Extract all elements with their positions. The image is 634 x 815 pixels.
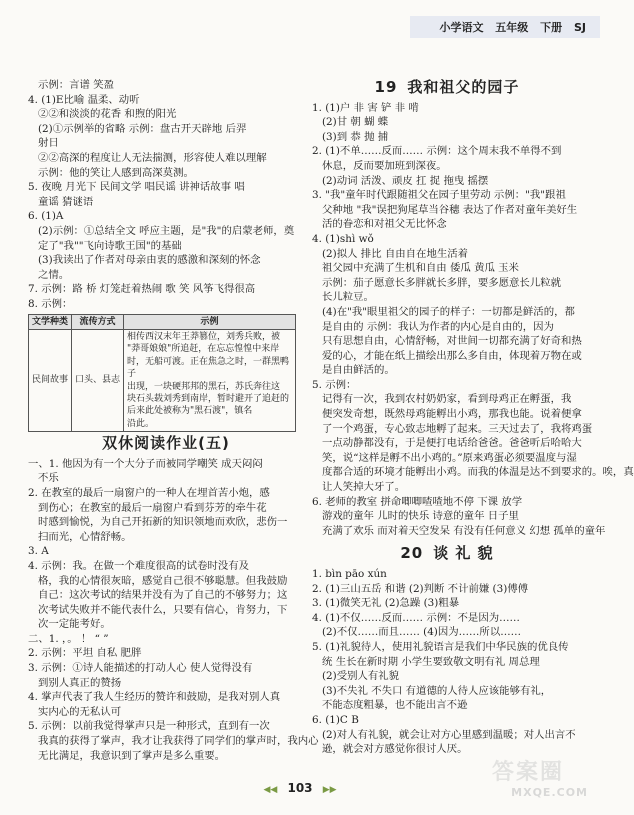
- page-number: 103: [287, 781, 313, 795]
- answer-line: 格，我的心情很灰暗，感觉自己很不够聪慧。但我鼓励: [38, 574, 288, 587]
- answer-line: 8. 示例：: [28, 297, 73, 310]
- answer-line: (4)在"我"眼里祖父的园子的样子：一切都是鲜活的，都: [322, 305, 575, 318]
- answer-line: 示例：茄子愿意长多胖就长多胖，要多愿意长儿粒就: [322, 276, 561, 289]
- header-term: 下册: [540, 21, 563, 34]
- answer-line: (2)不仅……而且…… (4)因为……所以……: [322, 626, 521, 639]
- answer-line: 二、1. ，。 ！ “ ”: [28, 632, 109, 645]
- table-example-line: 时，无船可渡。正在焦急之时，一群黑鸭子: [127, 356, 290, 380]
- answer-line: 爱的心，才能在纸上描绘出那么多自由，体现着万物在或: [322, 349, 582, 362]
- answer-line: 5. (1)礼貌待人，使用礼貌语言是我们中华民族的优良传: [312, 640, 569, 653]
- lesson-number-20: 20: [400, 544, 424, 563]
- answer-line: 是自由的 示例：我认为作者的内心是自由的，因为: [322, 320, 554, 333]
- watermark-logo: [492, 755, 588, 803]
- answer-line: 长儿粒豆。: [322, 291, 374, 304]
- answer-line: 笑，说“这样是孵不出小鸡的。”原来鸡蛋必须要温度与湿: [322, 451, 577, 464]
- lesson-title-20: [312, 546, 582, 561]
- lesson-name-20: 谈 礼 貌: [433, 544, 494, 563]
- answer-line: (3)到 恭 抛 捕: [322, 130, 389, 143]
- next-arrow-icon: ▶▶: [322, 785, 337, 795]
- right-answers-b: [312, 567, 582, 757]
- answer-line: 4. (1)shì wǒ: [312, 232, 374, 245]
- answer-line: 统 生长在新时期 小学生要致敬文明有礼 周总理: [322, 655, 540, 668]
- header-subject: 小学语文: [439, 21, 484, 34]
- answer-line: 示例：他的笑让人感到高深莫测。: [38, 166, 194, 179]
- answer-line: 是自由鲜活的。: [322, 364, 395, 377]
- answer-line: 让人笑掉大牙了。: [322, 481, 406, 494]
- answer-line: 之情。: [38, 268, 70, 281]
- answer-line: 不乐: [38, 472, 59, 485]
- right-answers-a: [312, 101, 634, 539]
- answer-line: 到别人真正的赞扬: [38, 676, 122, 689]
- answer-line: 次一定能考好。: [38, 618, 111, 631]
- header-edition: SJ: [573, 21, 586, 34]
- answer-line: (2)甘 朝 蝴 蝶: [322, 116, 389, 129]
- answer-line: 1. bìn pāo xún: [312, 568, 387, 580]
- watermark-top: 答案圈: [492, 760, 565, 785]
- answer-line: 只有思想自由，心情舒畅，对世间一切都充满了好奇和热: [322, 335, 582, 348]
- lesson-number-19: 19: [374, 78, 398, 96]
- left-answers-b: [28, 457, 319, 763]
- answer-line: 扫而光，心情舒畅。: [38, 530, 132, 543]
- answer-line: 活的眷恋和对祖父无比怀念: [322, 218, 447, 231]
- answer-line: 5. 夜晚 月光下 民间文学 唱民谣 讲神话故事 唱: [28, 181, 245, 194]
- answer-line: 便突发奇想，既然母鸡能孵出小鸡，那我也能。说着便拿: [322, 408, 582, 421]
- answer-line: 2. 示例：平坦 自私 肥胖: [28, 647, 142, 660]
- answer-line: 游戏的童年 儿时的快乐 诗意的童年 日子里: [322, 510, 519, 523]
- answer-line: 我真的获得了掌声，我才让我获得了同学们的掌声时，我内心: [38, 735, 319, 748]
- answer-line: 逊，就会对方感觉你很讨人厌。: [322, 743, 468, 756]
- table-cell-example: [124, 329, 296, 431]
- answer-line: (2)①示例举的省略 示例：盘古开天辟地 后羿: [38, 122, 247, 135]
- table-example-line: 块石头载刘秀到南岸，暂时避开了追赶的: [127, 393, 290, 404]
- answer-line: 一点动静都没有，于是便打电话给爸爸。爸爸听后哈哈大: [322, 437, 582, 450]
- answer-line: 7. 示例：路 桥 灯笼赶着热闹 歌 笑 风筝飞得很高: [28, 283, 256, 296]
- answer-line: 度都合适的环境才能孵出小鸡。而我的体温是达不到要求的。唉，真: [322, 466, 634, 479]
- answer-line: 充满了欢乐 而对着天空发呆 有没有任何意义 幻想 孤单的童年: [322, 524, 606, 537]
- table-cell-spread: 口头、县志: [72, 329, 124, 431]
- answer-line: 次考试失败并不能代表什么，只要有信心，肯努力，下: [38, 603, 288, 616]
- header-labels: [431, 19, 586, 35]
- answer-line: ②②和淡淡的花香 和煦的阳光: [38, 108, 177, 121]
- answer-line: 时感到愉悦，为自己开拓新的知识领地而欢欣，悲伤一: [38, 516, 288, 529]
- answer-line: 2. 在教室的最后一扇窗户的一种人在埋首苦小炮，感: [28, 486, 270, 499]
- table-example-line: 相传西汉末年王莽篡位，刘秀兵败，被: [127, 331, 281, 342]
- answer-line: 2. (1)不单……反而…… 示例：这个周末我不单得不到: [312, 145, 562, 158]
- literature-table: [28, 314, 296, 433]
- answer-line: (2)受别人有礼貌: [322, 670, 400, 683]
- answer-line: 6. (1)C B: [312, 713, 359, 726]
- answer-line: 父种地 "我"误把狗尾草当谷穗 表达了作者对童年美好生: [322, 203, 578, 216]
- answer-line: 定了"我""飞向诗歌王国"的基础: [38, 239, 182, 252]
- table-example-line: 后来此处被称为"黑石渡"，镇名: [127, 406, 253, 417]
- answer-line: 3. 示例：①诗人能描述的打动人心 使人觉得没有: [28, 662, 253, 675]
- prev-arrow-icon: ◀◀: [263, 785, 278, 795]
- table-header-kind: 文学种类: [29, 314, 72, 329]
- answer-line: 一、1. 他因为有一个大分子而被同学嘲笑 成天闷闷: [28, 457, 263, 470]
- left-answers-a: [28, 78, 304, 312]
- answer-line: 了一个鸡蛋，专心致志地孵了起来。三天过去了，我将鸡蛋: [322, 422, 593, 435]
- answer-line: 4. (1)不仅……反而…… 示例：不是因为……: [312, 611, 520, 624]
- table-header-example: 示例: [124, 314, 296, 329]
- table-header-spread: 流传方式: [72, 314, 124, 329]
- answer-line: (3)我读出了作者对母亲由衷的感激和深刻的怀念: [38, 254, 261, 267]
- answer-line: 4. 掌声代表了我人生经历的赞许和鼓励，是我对别人真: [28, 691, 281, 704]
- answer-line: ②②高深的程度让人无法揣测，形容使人难以理解: [38, 151, 267, 164]
- answer-line: 休息，反而要加班到深夜。: [322, 159, 447, 172]
- answer-line: 实内心的无私认可: [38, 705, 122, 718]
- answer-line: 4. (1)E比喻 温柔、动听: [28, 93, 140, 106]
- answer-line: 3. (1)微笑无礼 (2)急躁 (3)粗暴: [312, 597, 460, 610]
- answer-line: 不能态度粗暴，也不能出言不逊: [322, 699, 468, 712]
- answer-line: (2)示例：①总结全文 呼应主题，是"我"的启蒙老师，奠: [38, 224, 295, 237]
- answer-line: 无比满足，我意识到了掌声是多么重要。: [38, 749, 226, 762]
- answer-line: 5. 示例：以前我觉得掌声只是一种形式，直到有一次: [28, 720, 270, 733]
- answer-line: 5. 示例：: [312, 378, 357, 391]
- answer-line: 1. (1)户 非 害 铲 非 啃: [312, 101, 419, 114]
- table-example-line: 沿此。: [127, 418, 155, 429]
- table-example-line: 出现，一块硬邦邦的黑石，苏氏奔往这: [127, 381, 281, 392]
- table-cell-kind: 民间故事: [29, 329, 72, 431]
- answer-line: 记得有一次，我到农村奶奶家，看到母鸡正在孵蛋，我: [322, 393, 572, 406]
- answer-line: 6. (1)A: [28, 210, 64, 223]
- answer-line: 到伤心；在教室的最后一扇窗户看到芬芳的牵牛花: [38, 501, 267, 514]
- answer-line: 射日: [38, 137, 59, 150]
- left-column: [28, 78, 319, 763]
- answer-line: (2)对人有礼貌，就会让对方心里感到温暖；对人出言不: [322, 728, 576, 741]
- answer-line: 3. "我"童年时代跟随祖父在园子里劳动 示例："我"跟祖: [312, 189, 566, 202]
- answer-line: (2)动词 活泼、顽皮 扛 捉 拖曳 摇摆: [322, 174, 489, 187]
- answer-line: (3)不失礼 不失口 有道德的人待人应该能够有礼，: [322, 684, 552, 697]
- table-example-line: "莽哥娘娘"所追赶，在忘忘惶惶中来岸: [127, 344, 280, 355]
- answer-line: 6. 老师的教室 拼命唧唧喳喳地不停 下课 放学: [312, 495, 523, 508]
- section-title-weekend: 双休阅读作业(五): [102, 434, 230, 453]
- answer-line: 4. 示例：我。在做一个难度很高的试卷时没有及: [28, 559, 250, 572]
- right-column: [312, 78, 634, 757]
- lesson-name-19: 我和祖父的园子: [407, 78, 520, 96]
- lesson-title-19: [312, 80, 582, 95]
- answer-line: 自己：这次考试的结果并没有为了自己的不够努力；这: [38, 589, 288, 602]
- watermark-bottom: MXQE.COM: [511, 786, 588, 799]
- answer-line: 示例：言谱 笑盈: [38, 79, 115, 91]
- header-grade: 五年级: [495, 21, 529, 34]
- answer-line: 3. A: [28, 545, 49, 558]
- answer-line: (2)拟人 排比 自由自在地生活着: [322, 247, 469, 260]
- answer-line: 童谣 猜谜语: [38, 195, 94, 208]
- page-header: [0, 0, 600, 46]
- answer-line: 祖父园中充满了生机和自由 倭瓜 黄瓜 玉米: [322, 262, 519, 275]
- answer-line: 2. (1)三山五岳 和谐 (2)判断 不计前嫌 (3)傅傅: [312, 582, 529, 595]
